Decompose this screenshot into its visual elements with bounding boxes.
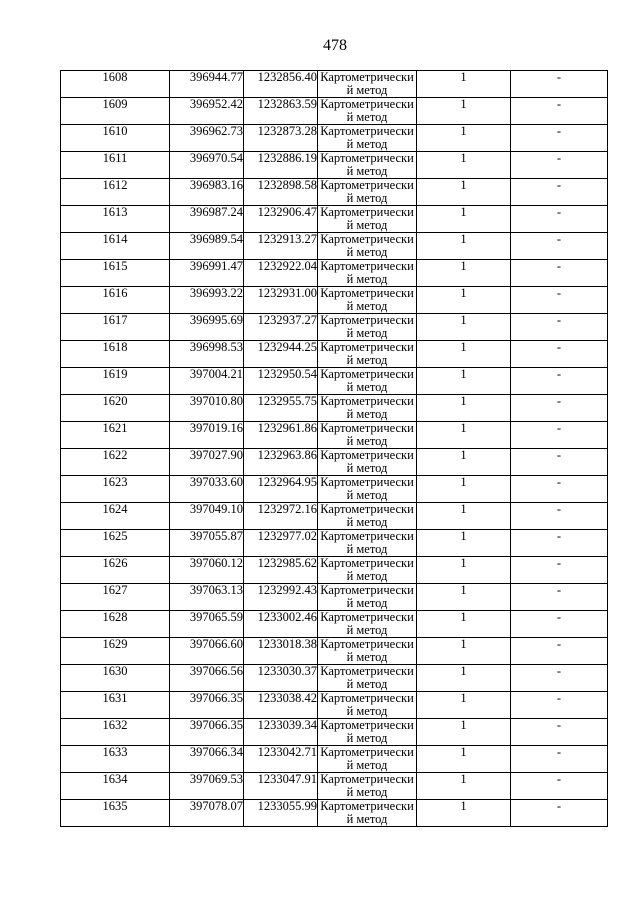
method-cell	[318, 746, 417, 773]
description-cell: -	[511, 287, 608, 314]
x-coordinate-cell: 397066.35	[170, 692, 244, 719]
method-cell	[318, 476, 417, 503]
method-text: Картометрический метод	[320, 151, 414, 178]
method-cell	[318, 557, 417, 584]
table-row	[61, 665, 608, 692]
x-coordinate-cell: 396987.24	[170, 206, 244, 233]
method-cell	[318, 341, 417, 368]
y-coordinate-cell: 1232906.47	[244, 206, 318, 233]
y-coordinate-cell: 1232944.25	[244, 341, 318, 368]
method-cell	[318, 179, 417, 206]
x-coordinate-cell: 397066.56	[170, 665, 244, 692]
method-cell	[318, 719, 417, 746]
description-cell: -	[511, 719, 608, 746]
table-row	[61, 638, 608, 665]
accuracy-cell: 1	[417, 98, 511, 125]
method-text: Картометрический метод	[320, 583, 414, 610]
point-number-cell: 1632	[61, 719, 170, 746]
accuracy-cell: 1	[417, 584, 511, 611]
method-text: Картометрический метод	[320, 556, 414, 583]
method-cell	[318, 395, 417, 422]
accuracy-cell: 1	[417, 611, 511, 638]
table-row	[61, 368, 608, 395]
x-coordinate-cell: 397066.35	[170, 719, 244, 746]
point-number-cell: 1635	[61, 800, 170, 827]
description-cell: -	[511, 422, 608, 449]
method-text: Картометрический метод	[320, 718, 414, 745]
y-coordinate-cell: 1232955.75	[244, 395, 318, 422]
description-cell: -	[511, 773, 608, 800]
table-row	[61, 395, 608, 422]
description-cell: -	[511, 314, 608, 341]
point-number-cell: 1626	[61, 557, 170, 584]
description-cell: -	[511, 368, 608, 395]
point-number-cell: 1627	[61, 584, 170, 611]
y-coordinate-cell: 1232961.86	[244, 422, 318, 449]
description-cell: -	[511, 341, 608, 368]
method-text: Картометрический метод	[320, 259, 414, 286]
description-cell: -	[511, 125, 608, 152]
description-cell: -	[511, 611, 608, 638]
point-number-cell: 1611	[61, 152, 170, 179]
accuracy-cell: 1	[417, 152, 511, 179]
description-cell: -	[511, 800, 608, 827]
point-number-cell: 1608	[61, 71, 170, 98]
x-coordinate-cell: 396952.42	[170, 98, 244, 125]
method-text: Картометрический метод	[320, 340, 414, 367]
method-cell	[318, 98, 417, 125]
point-number-cell: 1625	[61, 530, 170, 557]
x-coordinate-cell: 397066.34	[170, 746, 244, 773]
x-coordinate-cell: 397010.80	[170, 395, 244, 422]
description-cell: -	[511, 98, 608, 125]
x-coordinate-cell: 397066.60	[170, 638, 244, 665]
table-row	[61, 98, 608, 125]
accuracy-cell: 1	[417, 206, 511, 233]
method-text: Картометрический метод	[320, 286, 414, 313]
y-coordinate-cell: 1233002.46	[244, 611, 318, 638]
point-number-cell: 1624	[61, 503, 170, 530]
method-cell	[318, 503, 417, 530]
method-text: Картометрический метод	[320, 772, 414, 799]
accuracy-cell: 1	[417, 719, 511, 746]
method-cell	[318, 152, 417, 179]
x-coordinate-cell: 397065.59	[170, 611, 244, 638]
table-row	[61, 584, 608, 611]
point-number-cell: 1617	[61, 314, 170, 341]
x-coordinate-cell: 397063.13	[170, 584, 244, 611]
point-number-cell: 1615	[61, 260, 170, 287]
x-coordinate-cell: 396944.77	[170, 71, 244, 98]
table-row	[61, 746, 608, 773]
method-cell	[318, 368, 417, 395]
y-coordinate-cell: 1232856.40	[244, 71, 318, 98]
accuracy-cell: 1	[417, 179, 511, 206]
accuracy-cell: 1	[417, 260, 511, 287]
method-text: Картометрический метод	[320, 394, 414, 421]
method-text: Картометрический метод	[320, 610, 414, 637]
table-row	[61, 152, 608, 179]
table-row	[61, 287, 608, 314]
x-coordinate-cell: 397055.87	[170, 530, 244, 557]
coordinates-table-body	[61, 71, 608, 827]
description-cell: -	[511, 665, 608, 692]
description-cell: -	[511, 152, 608, 179]
table-row	[61, 206, 608, 233]
y-coordinate-cell: 1233042.71	[244, 746, 318, 773]
method-cell	[318, 530, 417, 557]
y-coordinate-cell: 1232913.27	[244, 233, 318, 260]
method-text: Картометрический метод	[320, 448, 414, 475]
table-row	[61, 179, 608, 206]
y-coordinate-cell: 1232985.62	[244, 557, 318, 584]
table-row	[61, 530, 608, 557]
method-text: Картометрический метод	[320, 745, 414, 772]
method-cell	[318, 773, 417, 800]
point-number-cell: 1618	[61, 341, 170, 368]
y-coordinate-cell: 1232937.27	[244, 314, 318, 341]
accuracy-cell: 1	[417, 746, 511, 773]
accuracy-cell: 1	[417, 287, 511, 314]
accuracy-cell: 1	[417, 368, 511, 395]
table-row	[61, 341, 608, 368]
point-number-cell: 1620	[61, 395, 170, 422]
description-cell: -	[511, 557, 608, 584]
y-coordinate-cell: 1232950.54	[244, 368, 318, 395]
x-coordinate-cell: 397027.90	[170, 449, 244, 476]
method-text: Картометрический метод	[320, 475, 414, 502]
description-cell: -	[511, 530, 608, 557]
description-cell: -	[511, 449, 608, 476]
method-text: Картометрический метод	[320, 232, 414, 259]
x-coordinate-cell: 396983.16	[170, 179, 244, 206]
table-row	[61, 314, 608, 341]
method-text: Картометрический метод	[320, 502, 414, 529]
description-cell: -	[511, 503, 608, 530]
page-number: 478	[323, 37, 347, 54]
description-cell: -	[511, 692, 608, 719]
point-number-cell: 1619	[61, 368, 170, 395]
point-number-cell: 1628	[61, 611, 170, 638]
x-coordinate-cell: 397069.53	[170, 773, 244, 800]
method-text: Картометрический метод	[320, 313, 414, 340]
x-coordinate-cell: 397004.21	[170, 368, 244, 395]
description-cell: -	[511, 179, 608, 206]
x-coordinate-cell: 397033.60	[170, 476, 244, 503]
x-coordinate-cell: 396995.69	[170, 314, 244, 341]
accuracy-cell: 1	[417, 233, 511, 260]
table-row	[61, 800, 608, 827]
table-row	[61, 476, 608, 503]
accuracy-cell: 1	[417, 71, 511, 98]
method-cell	[318, 233, 417, 260]
method-cell	[318, 260, 417, 287]
x-coordinate-cell: 396991.47	[170, 260, 244, 287]
x-coordinate-cell: 396970.54	[170, 152, 244, 179]
method-cell	[318, 314, 417, 341]
y-coordinate-cell: 1233038.42	[244, 692, 318, 719]
table-row	[61, 71, 608, 98]
method-cell	[318, 206, 417, 233]
y-coordinate-cell: 1232873.28	[244, 125, 318, 152]
point-number-cell: 1629	[61, 638, 170, 665]
method-cell	[318, 665, 417, 692]
method-text: Картометрический метод	[320, 205, 414, 232]
description-cell: -	[511, 476, 608, 503]
x-coordinate-cell: 397019.16	[170, 422, 244, 449]
y-coordinate-cell: 1232931.00	[244, 287, 318, 314]
accuracy-cell: 1	[417, 557, 511, 584]
accuracy-cell: 1	[417, 314, 511, 341]
table-row	[61, 719, 608, 746]
description-cell: -	[511, 395, 608, 422]
point-number-cell: 1633	[61, 746, 170, 773]
method-text: Картометрический метод	[320, 691, 414, 718]
point-number-cell: 1634	[61, 773, 170, 800]
method-cell	[318, 422, 417, 449]
point-number-cell: 1630	[61, 665, 170, 692]
method-text: Картометрический метод	[320, 70, 414, 97]
accuracy-cell: 1	[417, 692, 511, 719]
table-row	[61, 449, 608, 476]
y-coordinate-cell: 1233047.91	[244, 773, 318, 800]
accuracy-cell: 1	[417, 638, 511, 665]
x-coordinate-cell: 396989.54	[170, 233, 244, 260]
method-cell	[318, 638, 417, 665]
point-number-cell: 1609	[61, 98, 170, 125]
y-coordinate-cell: 1233039.34	[244, 719, 318, 746]
description-cell: -	[511, 638, 608, 665]
method-cell	[318, 125, 417, 152]
accuracy-cell: 1	[417, 422, 511, 449]
method-text: Картометрический метод	[320, 421, 414, 448]
y-coordinate-cell: 1232964.95	[244, 476, 318, 503]
method-cell	[318, 611, 417, 638]
table-row	[61, 422, 608, 449]
method-text: Картометрический метод	[320, 178, 414, 205]
table-row	[61, 503, 608, 530]
accuracy-cell: 1	[417, 530, 511, 557]
accuracy-cell: 1	[417, 341, 511, 368]
method-text: Картометрический метод	[320, 529, 414, 556]
y-coordinate-cell: 1232972.16	[244, 503, 318, 530]
y-coordinate-cell: 1232922.04	[244, 260, 318, 287]
point-number-cell: 1610	[61, 125, 170, 152]
description-cell: -	[511, 584, 608, 611]
accuracy-cell: 1	[417, 395, 511, 422]
table-row	[61, 260, 608, 287]
method-text: Картометрический метод	[320, 637, 414, 664]
method-text: Картометрический метод	[320, 799, 414, 826]
method-cell	[318, 584, 417, 611]
table-row	[61, 692, 608, 719]
description-cell: -	[511, 746, 608, 773]
description-cell: -	[511, 206, 608, 233]
y-coordinate-cell: 1232963.86	[244, 449, 318, 476]
point-number-cell: 1623	[61, 476, 170, 503]
method-text: Картометрический метод	[320, 124, 414, 151]
method-cell	[318, 71, 417, 98]
accuracy-cell: 1	[417, 773, 511, 800]
y-coordinate-cell: 1233018.38	[244, 638, 318, 665]
method-cell	[318, 449, 417, 476]
x-coordinate-cell: 396993.22	[170, 287, 244, 314]
table-row	[61, 125, 608, 152]
y-coordinate-cell: 1233030.37	[244, 665, 318, 692]
method-cell	[318, 800, 417, 827]
y-coordinate-cell: 1233055.99	[244, 800, 318, 827]
point-number-cell: 1631	[61, 692, 170, 719]
x-coordinate-cell: 397049.10	[170, 503, 244, 530]
y-coordinate-cell: 1232977.02	[244, 530, 318, 557]
description-cell: -	[511, 71, 608, 98]
x-coordinate-cell: 397078.07	[170, 800, 244, 827]
description-cell: -	[511, 233, 608, 260]
point-number-cell: 1622	[61, 449, 170, 476]
x-coordinate-cell: 396998.53	[170, 341, 244, 368]
point-number-cell: 1614	[61, 233, 170, 260]
method-cell	[318, 692, 417, 719]
description-cell: -	[511, 260, 608, 287]
table-row	[61, 611, 608, 638]
table-row	[61, 773, 608, 800]
point-number-cell: 1613	[61, 206, 170, 233]
point-number-cell: 1621	[61, 422, 170, 449]
method-cell	[318, 287, 417, 314]
method-text: Картометрический метод	[320, 97, 414, 124]
accuracy-cell: 1	[417, 665, 511, 692]
accuracy-cell: 1	[417, 503, 511, 530]
x-coordinate-cell: 397060.12	[170, 557, 244, 584]
table-row	[61, 233, 608, 260]
y-coordinate-cell: 1232863.59	[244, 98, 318, 125]
accuracy-cell: 1	[417, 476, 511, 503]
accuracy-cell: 1	[417, 449, 511, 476]
method-text: Картометрический метод	[320, 367, 414, 394]
coordinates-table	[60, 70, 608, 827]
point-number-cell: 1616	[61, 287, 170, 314]
y-coordinate-cell: 1232992.43	[244, 584, 318, 611]
y-coordinate-cell: 1232886.19	[244, 152, 318, 179]
accuracy-cell: 1	[417, 125, 511, 152]
table-row	[61, 557, 608, 584]
y-coordinate-cell: 1232898.58	[244, 179, 318, 206]
method-text: Картометрический метод	[320, 664, 414, 691]
x-coordinate-cell: 396962.73	[170, 125, 244, 152]
accuracy-cell: 1	[417, 800, 511, 827]
point-number-cell: 1612	[61, 179, 170, 206]
